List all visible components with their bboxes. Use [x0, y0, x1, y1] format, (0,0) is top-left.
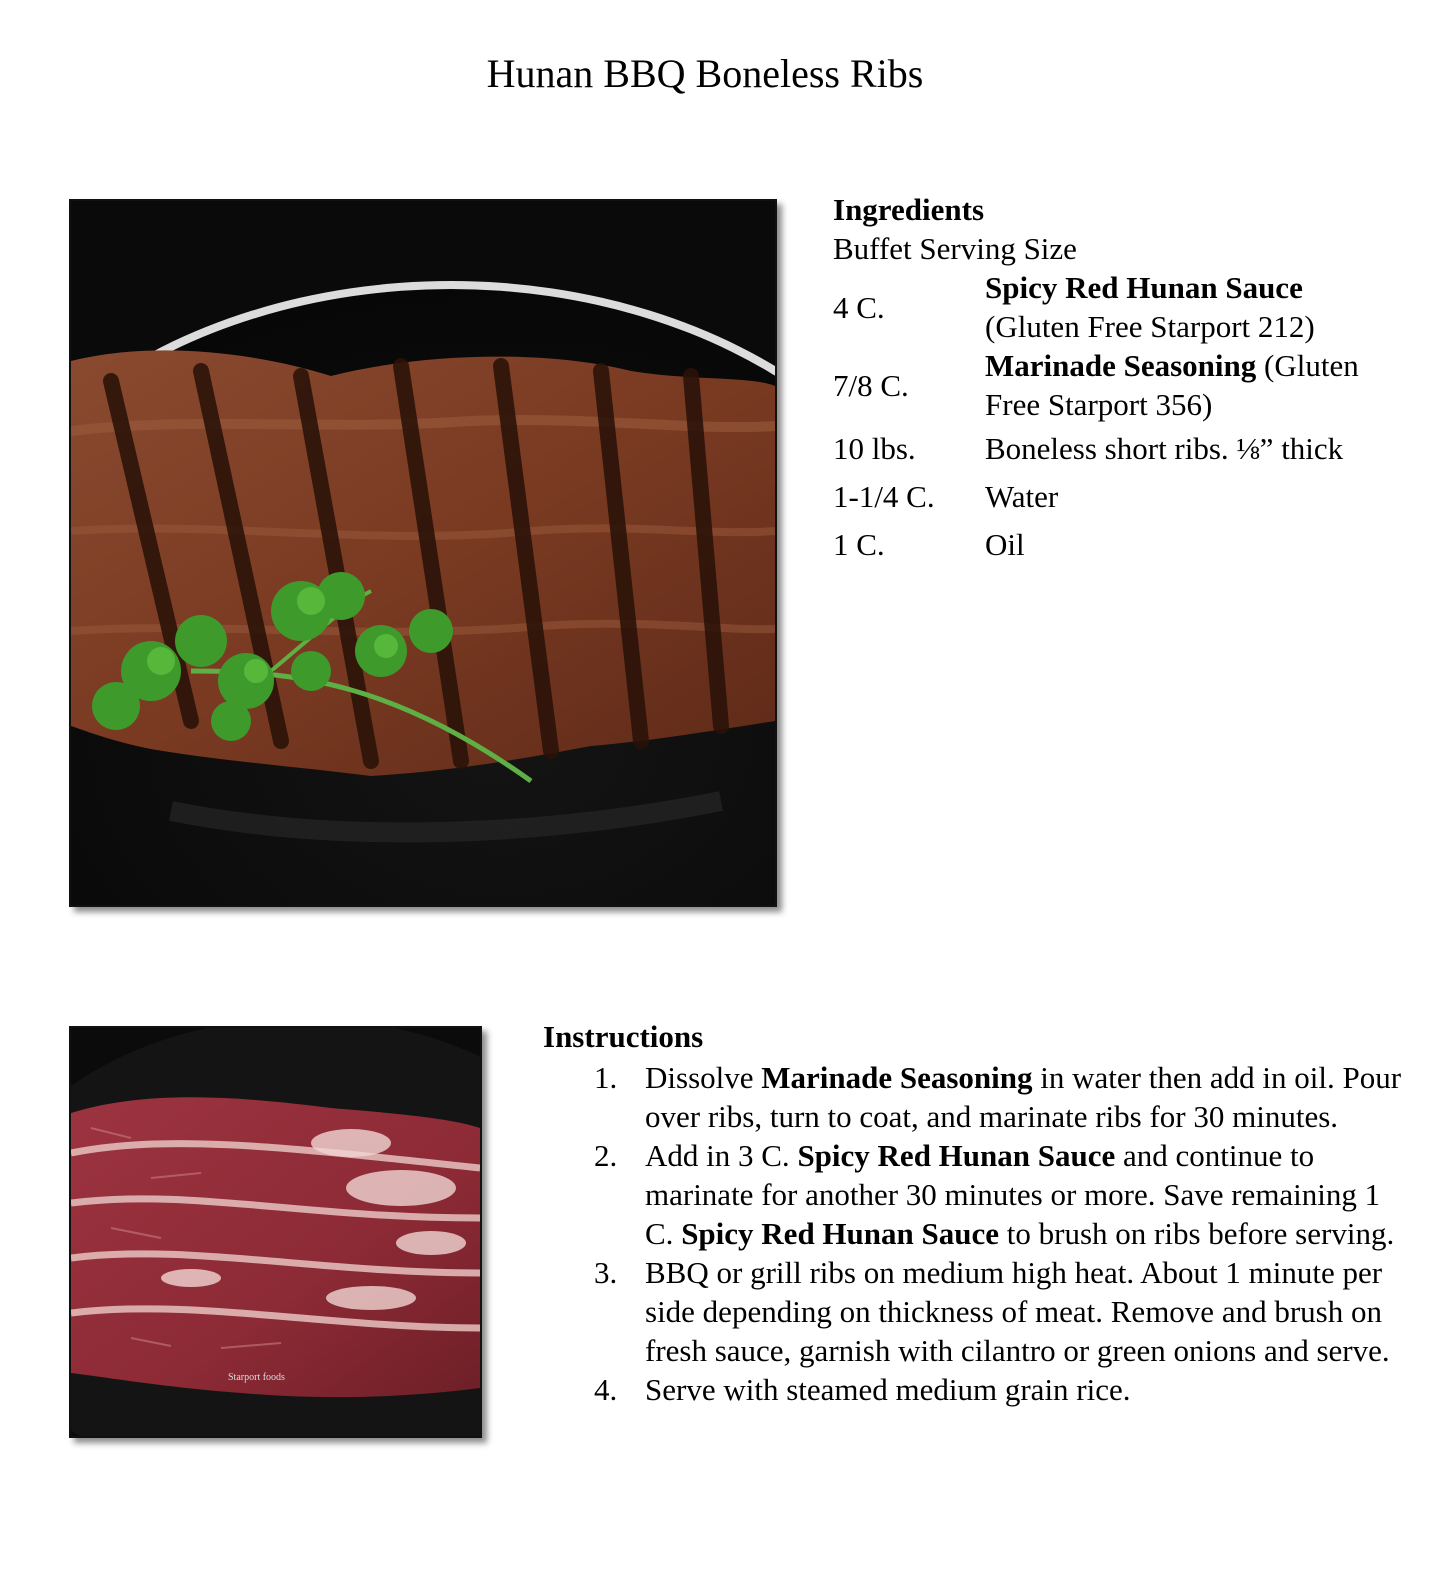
step-text: to brush on ribs before serving. [999, 1216, 1395, 1251]
ingredients-section [833, 190, 1423, 568]
step-number: 4. [594, 1372, 618, 1407]
ingredient-name: Spicy Red Hunan Sauce [985, 270, 1303, 305]
instruction-step [543, 1253, 1403, 1370]
step-text: and continue to marinate for another 30 minutes or more. Save remaining 1 C. [645, 1138, 1381, 1251]
ingredient-qty: 7/8 C. [833, 367, 909, 403]
instructions-heading: Instructions [543, 1019, 704, 1054]
instruction-step [543, 1058, 1403, 1136]
ingredient-qty: 1-1/4 C. [833, 479, 935, 514]
ingredient-item: Boneless short ribs. ⅛” thick [985, 431, 1344, 466]
ingredient-note: (Gluten Free Starport 356) [985, 348, 1359, 422]
step-text: BBQ or grill ribs on medium high heat. About 1 minute per side depending on thickness of meat. Remove and brush on fresh sauce, garnish with cilantro or green onions and serve. [645, 1255, 1390, 1368]
ingredient-item: Water [985, 479, 1059, 514]
ingredients-heading: Ingredients [833, 192, 985, 227]
instruction-step [543, 1370, 1403, 1409]
step-text-bold: Spicy Red Hunan Sauce [681, 1216, 1000, 1251]
ingredient-item: Oil [985, 527, 1025, 562]
watermark-text: Starport foods [228, 1372, 285, 1383]
grilled-ribs-photo [69, 199, 777, 907]
ingredient-qty: 10 lbs. [833, 431, 916, 466]
ingredient-name: Marinade Seasoning [985, 348, 1257, 383]
step-number: 1. [594, 1060, 618, 1095]
step-text: Serve with steamed medium grain rice. [645, 1372, 1131, 1407]
ingredient-row [833, 346, 1415, 424]
instructions-section [543, 1017, 1403, 1409]
ingredient-note: (Gluten Free Starport 212) [985, 309, 1315, 344]
ingredient-qty: 1 C. [833, 527, 885, 562]
instruction-step [543, 1136, 1403, 1253]
ingredient-item [985, 268, 1415, 346]
step-text-bold: Marinade Seasoning [761, 1060, 1033, 1095]
step-text: Add in 3 C. [645, 1138, 798, 1173]
step-text-bold: Spicy Red Hunan Sauce [797, 1138, 1116, 1173]
step-text: in water then add in oil. Pour over ribs, turn to coat, and marinate ribs for 30 minutes. [645, 1060, 1402, 1134]
ingredient-qty: 4 C. [833, 289, 885, 325]
ingredient-row [833, 520, 1415, 568]
ingredient-row [833, 424, 1415, 472]
ingredient-item [985, 346, 1415, 424]
step-number: 3. [594, 1255, 618, 1290]
raw-ribs-photo [69, 1026, 482, 1438]
ingredients-table [833, 268, 1415, 568]
step-number: 2. [594, 1138, 618, 1173]
serving-size-label: Buffet Serving Size [833, 231, 1077, 266]
instructions-list [543, 1058, 1403, 1409]
ingredient-row [833, 472, 1415, 520]
ingredient-row [833, 268, 1415, 346]
recipe-title: Hunan BBQ Boneless Ribs [486, 51, 924, 96]
step-text: Dissolve [645, 1060, 762, 1095]
